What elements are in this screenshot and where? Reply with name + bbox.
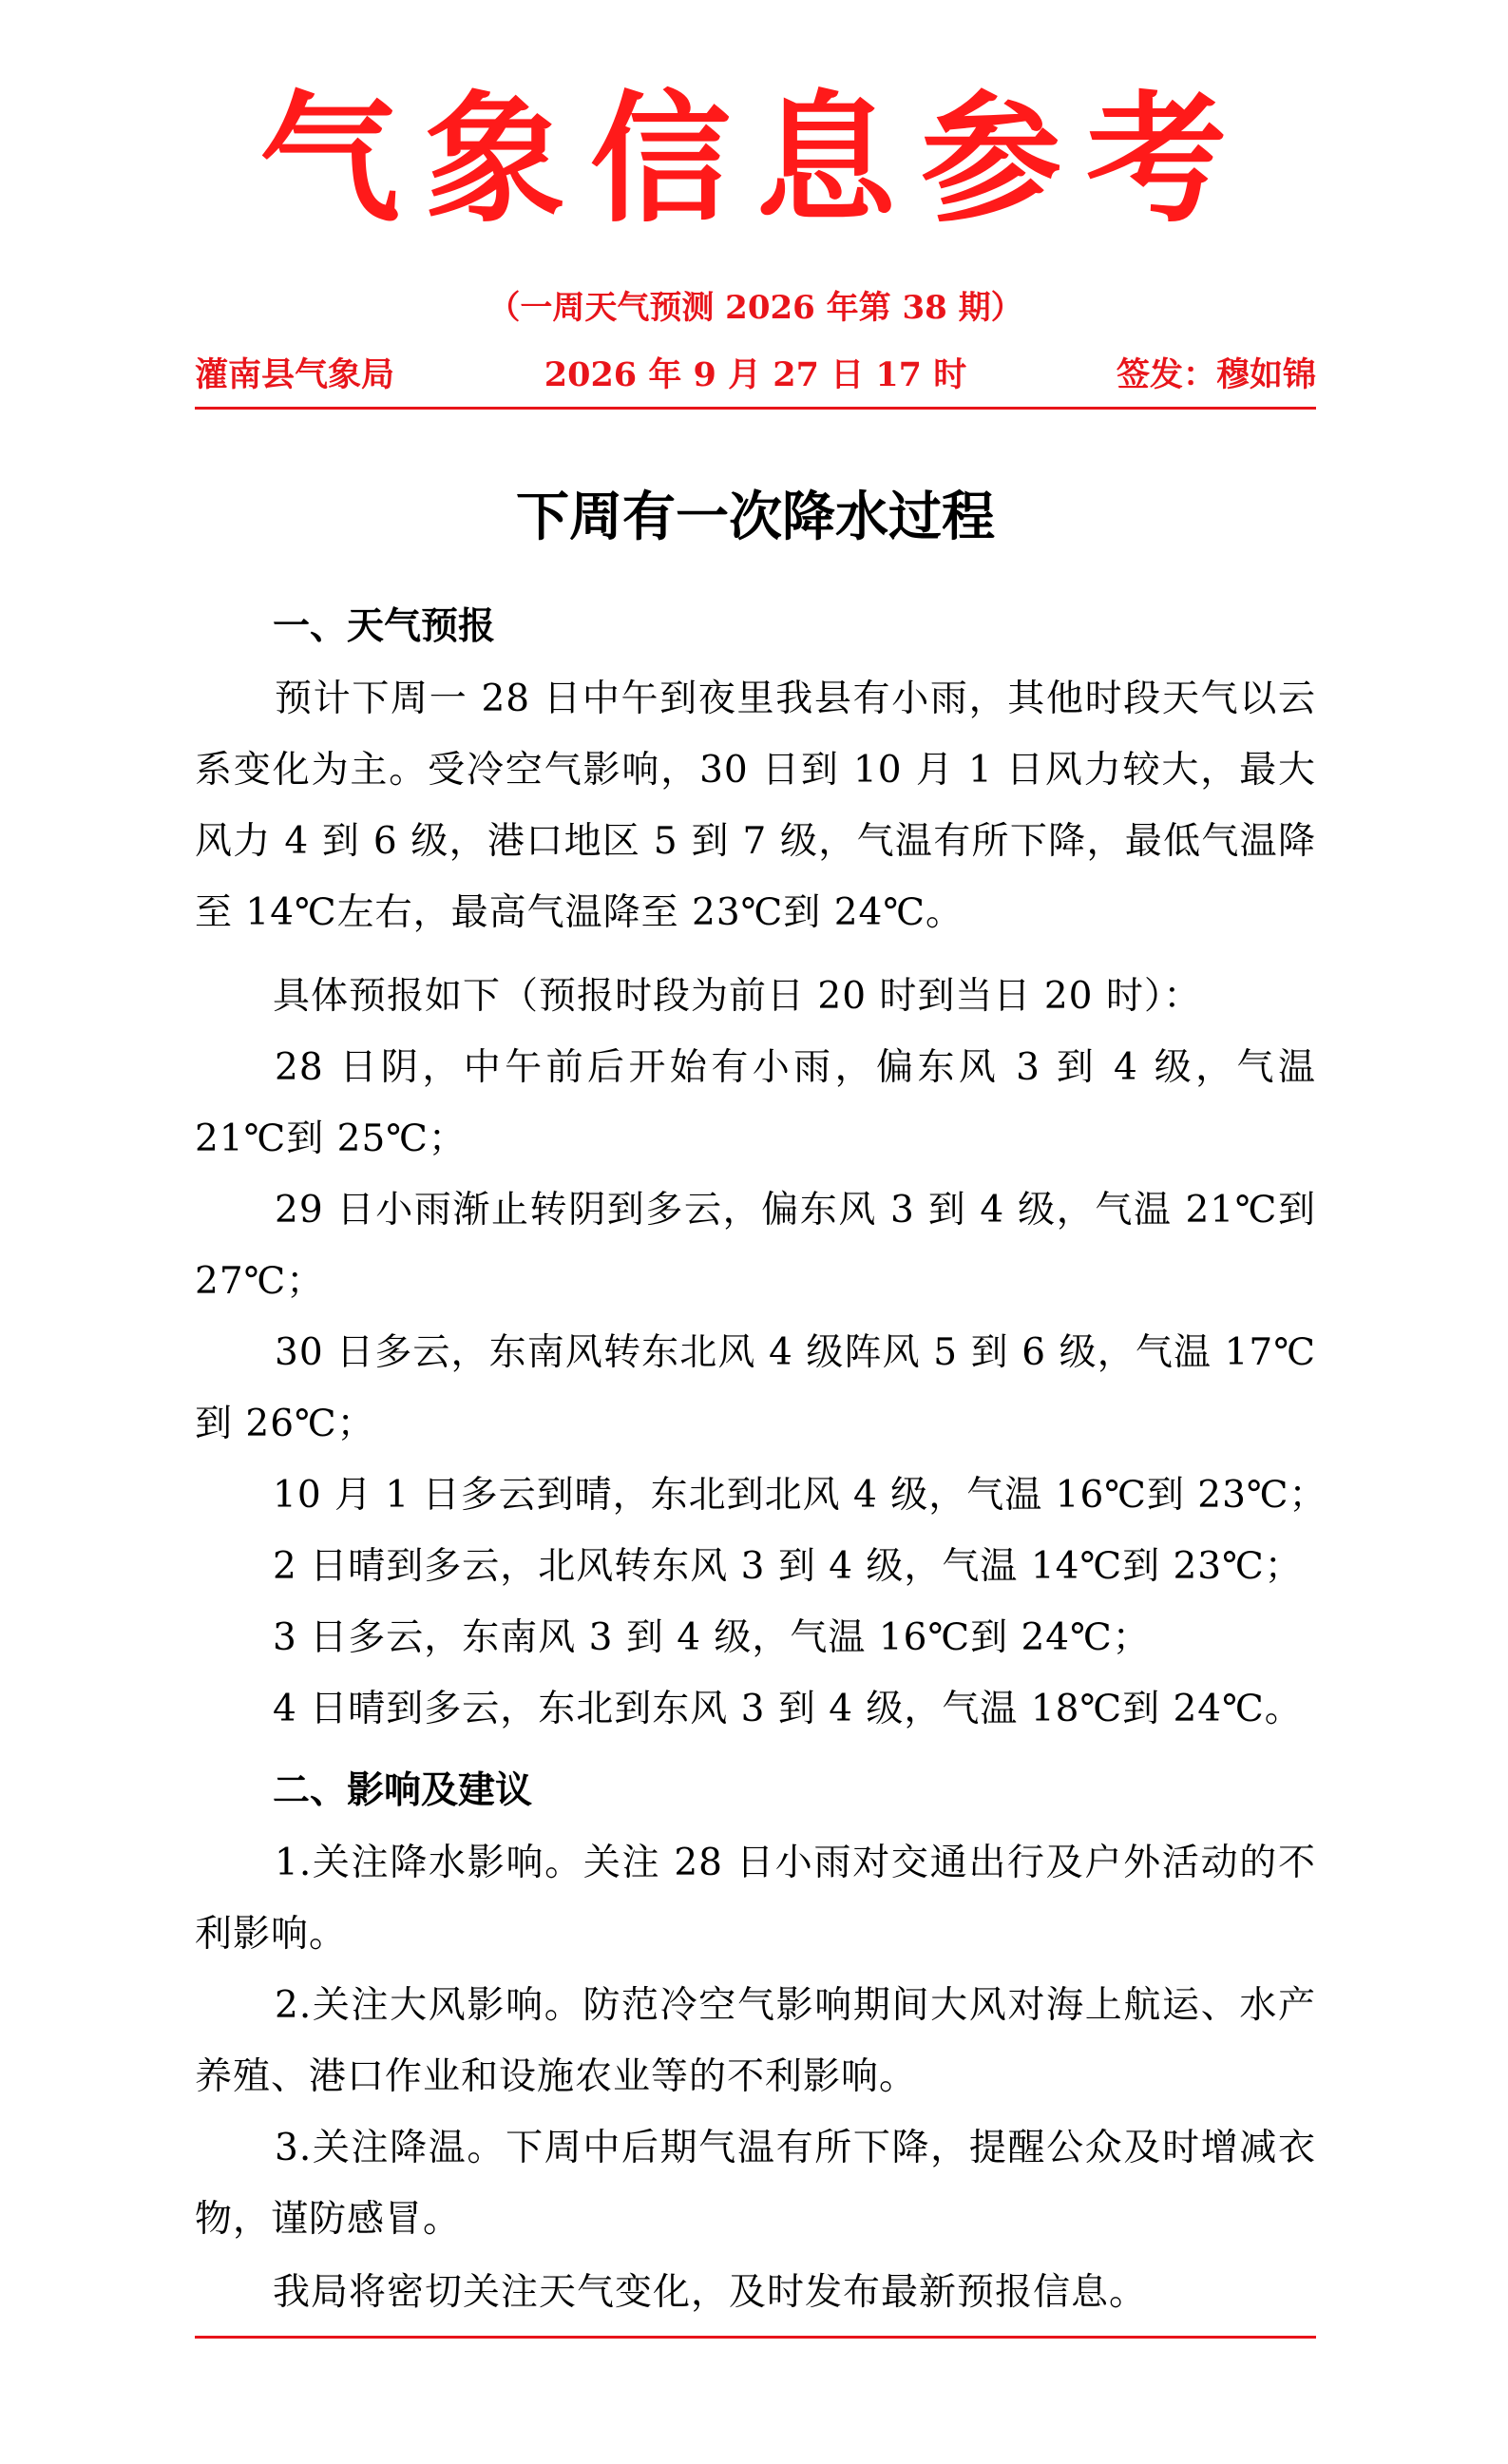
section-title-advice: 二、影响及建议 [273,1768,533,1812]
forecast-summary: 预计下周一 28 日中午到夜里我县有小雨，其他时段天气以云系变化为主。受冷空气影响，30 日到 10 月 1 日风力较大，最大风力 4 到 6 级，港口地区 5 到 7 级，气温有所下降，最低气温降至 14℃左右，最高气温降至 23℃到 24℃。 [195,678,1316,934]
forecast-oct-2: 2 日晴到多云，北风转东风 3 到 4 级，气温 14℃到 23℃； [273,1545,1303,1588]
forecast-oct-4: 4 日晴到多云，东北到东风 3 到 4 级，气温 18℃到 24℃。 [273,1688,1303,1730]
headline: 下周有一次降水过程 [516,486,995,548]
issue-datetime: 2026 年 9 月 27 日 17 时 [544,355,967,394]
masthead-title: 气象信息参考 [259,78,1251,241]
forecast-detail-intro: 具体预报如下（预报时段为前日 20 时到当日 20 时）： [273,975,1202,1018]
issue-number: （一周天气预测 2026 年第 38 期） [487,289,1023,327]
advice-item-2: 2.关注大风影响。防范冷空气影响期间大风对海上航运、水产养殖、港口作业和设施农业等的不利影响。 [195,1984,1316,2098]
footer-divider [195,2336,1316,2339]
advice-item-3: 3.关注降温。下周中后期气温有所下降，提醒公众及时增减衣物，谨防感冒。 [195,2127,1316,2241]
forecast-day-29: 29 日小雨渐止转阴到多云，偏东风 3 到 4 级，气温 21℃到 27℃； [195,1189,1316,1303]
signed-by: 签发：穆如锦 [1116,355,1316,394]
section-title-forecast: 一、天气预报 [273,604,496,648]
forecast-oct-3: 3 日多云，东南风 3 到 4 级，气温 16℃到 24℃； [273,1616,1151,1659]
advice-item-1: 1.关注降水影响。关注 28 日小雨对交通出行及户外活动的不利影响。 [195,1842,1316,1956]
forecast-day-28: 28 日阴，中午前后开始有小雨，偏东风 3 到 4 级，气温 21℃到 25℃； [195,1046,1316,1160]
closing-statement: 我局将密切关注天气变化，及时发布最新预报信息。 [273,2271,1148,2314]
forecast-oct-1: 10 月 1 日多云到晴，东北到北风 4 级，气温 16℃到 23℃； [273,1474,1327,1517]
forecast-day-30: 30 日多云，东南风转东北风 4 级阵风 5 到 6 级，气温 17℃到 26℃； [195,1331,1316,1445]
header-divider [195,407,1316,410]
issuer: 灌南县气象局 [195,355,395,394]
